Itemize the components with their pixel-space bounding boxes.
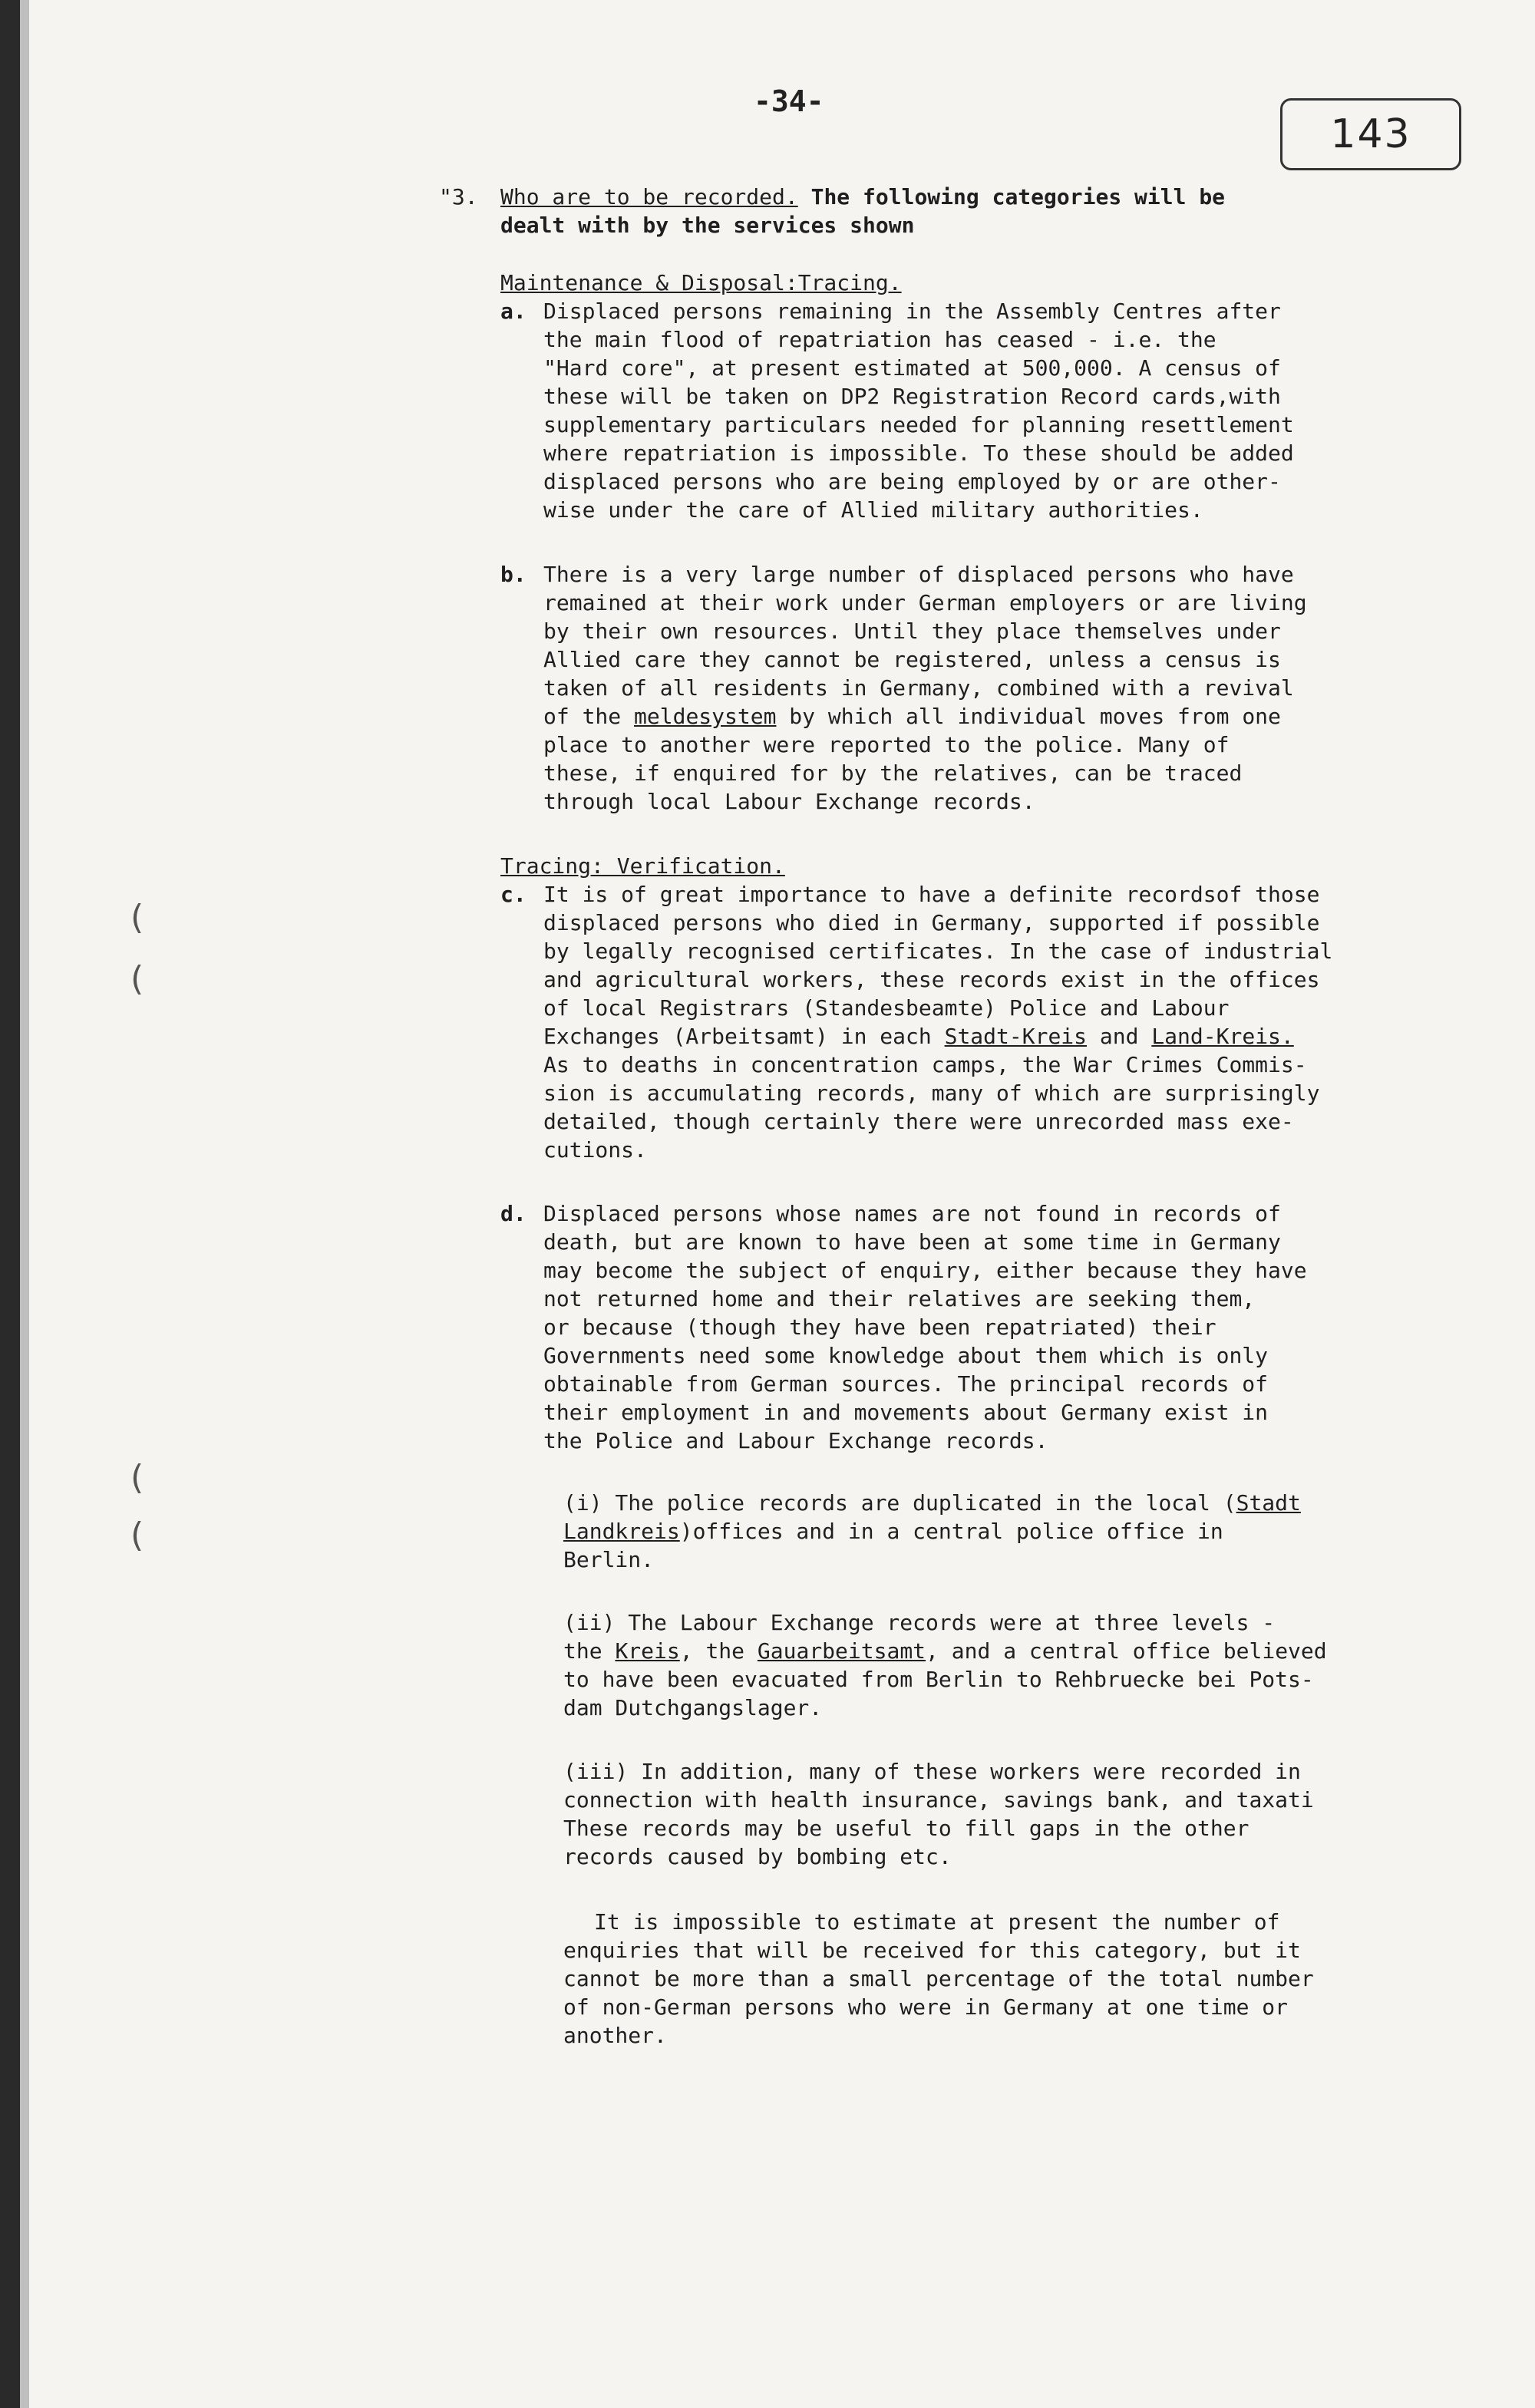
item-i-line [563,1517,1223,1545]
page-number: -34- [754,84,824,118]
closing-line: It is impossible to estimate at present the number of [594,1909,1280,1935]
para-c-line: and agricultural workers, these records exist in the offices [543,967,1320,992]
section-3-heading: Who are to be recorded. [500,184,798,209]
para-a-line: displaced persons who are being employed by or are other- [543,469,1281,494]
kreis-term: Kreis [615,1638,680,1664]
para-c-line: cutions. [543,1137,647,1163]
item-iii-line: connection with health insurance, savings bank, and taxati [563,1787,1314,1813]
para-b-line: Allied care they cannot be registered, unless a census is [543,647,1281,672]
stadt-kreis-term: Stadt-Kreis [944,1024,1088,1049]
para-b-line: taken of all residents in Germany, combined with a revival [543,675,1294,701]
landkreis-term: Landkreis [563,1519,680,1544]
closing-line: of non-German persons who were in Germany at one time or [563,1994,1289,2020]
scan-left-edge [0,0,20,2408]
item-ii-line2-pre: the [563,1638,616,1664]
para-d-line: Governments need some knowledge about them which is only [543,1343,1269,1368]
para-b-line: remained at their work under German employers or are living [543,590,1307,615]
subheading-maintenance: Maintenance & Disposal:Tracing. [500,270,902,295]
para-c-line6-pre: Exchanges (Arbeitsamt) in each [543,1024,945,1049]
document-page [29,0,1535,2408]
para-b-line6-pre: of the [543,704,635,729]
para-c-label: c. [500,882,527,907]
para-d-line: or because (though they have been repatriated) their [543,1315,1216,1340]
para-a-line: supplementary particulars needed for planning resettlement [543,412,1294,437]
item-iii-line: These records may be useful to fill gaps in the other [563,1816,1249,1841]
punch-hole-mark: ( [130,898,144,937]
section-3-heading-line [500,183,1225,211]
para-b-line: There is a very large number of displaced persons who have [543,562,1294,587]
para-b-line6-post: by which all individual moves from one [776,704,1281,729]
para-c-line: It is of great importance to have a definite recordsof those [543,882,1320,907]
para-b-line: these, if enquired for by the relatives, can be traced [543,760,1243,786]
para-a-line: Displaced persons remaining in the Assembly Centres after [543,299,1281,324]
section-3-intro-line2: dealt with by the services shown [500,213,915,238]
subheading-tracing-verification: Tracing: Verification. [500,853,785,879]
para-c-line [543,1022,1294,1051]
land-kreis-term: Land-Kreis. [1151,1024,1294,1049]
para-a-line: these will be taken on DP2 Registration Record cards,with [543,384,1281,409]
item-i-line1-pre: (i) The police records are duplicated in the local ( [563,1490,1236,1516]
item-iii-line: (iii) In addition, many of these workers were recorded in [563,1759,1301,1784]
para-d-label: d. [500,1201,527,1226]
item-iii-line: records caused by bombing etc. [563,1844,952,1869]
item-ii-line: (ii) The Labour Exchange records were at three levels - [563,1610,1276,1635]
punch-hole-mark: ( [130,1516,144,1555]
para-d-line: not returned home and their relatives are seeking them, [543,1286,1256,1311]
para-d-line: Displaced persons whose names are not found in records of [543,1201,1281,1226]
para-c-line: of local Registrars (Standesbeamte) Police and Labour [543,995,1230,1021]
section-3-intro: The following categories will be [797,184,1226,209]
para-c-line: detailed, though certainly there were unrecorded mass exe- [543,1109,1294,1134]
item-ii-line [563,1637,1327,1665]
para-a-label: a. [500,299,527,324]
para-c-line: displaced persons who died in Germany, supported if possible [543,910,1320,935]
stadt-term: Stadt [1236,1490,1301,1516]
item-ii-line: dam Dutchgangslager. [563,1695,823,1720]
para-c-line6-mid: and [1087,1024,1152,1049]
scan-left-shadow [20,0,29,2408]
punch-hole-mark: ( [130,1458,144,1497]
item-i-line [563,1489,1301,1517]
para-b-line: place to another were reported to the police. Many of [543,732,1230,757]
closing-line: enquiries that will be received for this category, but it [563,1938,1301,1963]
para-b-label: b. [500,562,527,587]
closing-line: another. [563,2023,667,2048]
para-a-line: wise under the care of Allied military authorities. [543,497,1203,523]
para-a-line: the main flood of repatriation has ceased - i.e. the [543,327,1216,352]
para-b-line [543,702,1281,731]
para-d-line: death, but are known to have been at some time in Germany [543,1229,1281,1255]
item-ii-line2-post: , and a central office believed [926,1638,1327,1664]
para-d-line: the Police and Labour Exchange records. [543,1428,1048,1453]
section-3-number: "3. [439,184,478,209]
para-c-line: sion is accumulating records, many of which are surprisingly [543,1080,1320,1106]
para-a-line: "Hard core", at present estimated at 500,000. A census of [543,355,1281,381]
gauarbeitsamt-term: Gauarbeitsamt [757,1638,926,1664]
para-d-line: may become the subject of enquiry, either because they have [543,1258,1307,1283]
archive-stamp: 143 [1280,98,1461,170]
para-c-line: by legally recognised certificates. In the case of industrial [543,938,1333,964]
item-ii-line: to have been evacuated from Berlin to Rehbruecke bei Pots- [563,1667,1314,1692]
para-c-line: As to deaths in concentration camps, the War Crimes Commis- [543,1052,1307,1077]
punch-hole-mark: ( [130,959,144,998]
item-i-line2-post: )offices and in a central police office in [679,1519,1223,1544]
para-b-line: by their own resources. Until they place themselves under [543,618,1281,644]
item-ii-line2-mid: , the [679,1638,758,1664]
para-d-line: their employment in and movements about Germany exist in [543,1400,1269,1425]
para-b-line: through local Labour Exchange records. [543,789,1035,814]
closing-line: cannot be more than a small percentage of the total number [563,1966,1314,1991]
meldesystem-term: meldesystem [634,704,777,729]
item-i-line: Berlin. [563,1547,655,1572]
para-a-line: where repatriation is impossible. To these should be added [543,440,1294,466]
para-d-line: obtainable from German sources. The principal records of [543,1371,1269,1397]
